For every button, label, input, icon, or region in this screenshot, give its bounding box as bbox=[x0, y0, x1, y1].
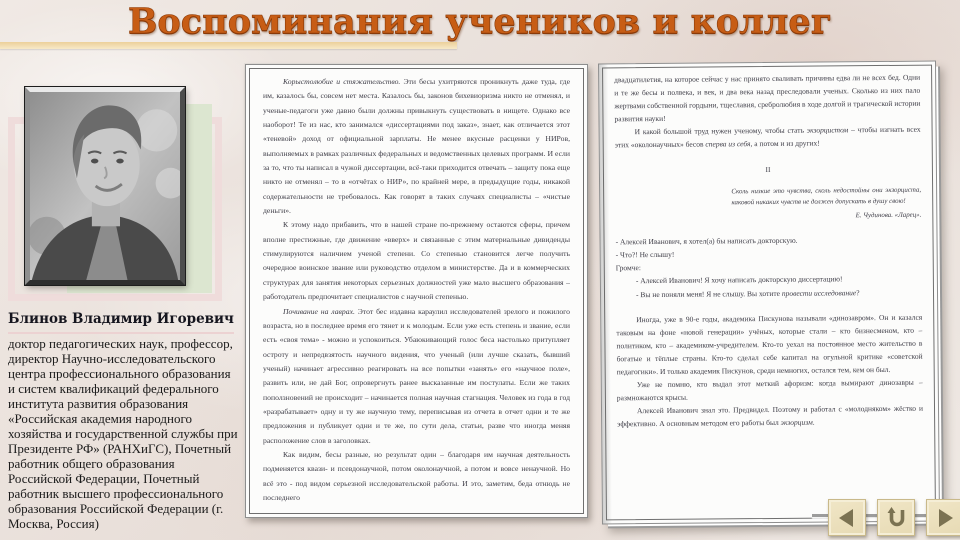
page-paragraph: Уже не помню, кто выдал этот меткий афоризм: когда вымирают динозавры – размножаются крысы. bbox=[616, 377, 923, 403]
forward-arrow-icon bbox=[933, 506, 957, 530]
nav-return-button[interactable] bbox=[877, 499, 915, 536]
dialogue-line: Громче: bbox=[615, 263, 641, 273]
slide-title: Воспоминания учеников и коллег bbox=[127, 1, 833, 42]
speaker-photo bbox=[25, 87, 185, 285]
memoir-page-right bbox=[598, 61, 940, 525]
dialogue-line: - Алексей Иванович! Я хочу написать докторскую диссертацию! bbox=[635, 274, 843, 286]
speaker-name: Блинов Владимир Игоревич bbox=[8, 311, 234, 334]
epigraph-quote: Сколь низкие это чувства, сколь недостойны они экзорциста, каковой никаких чувств не должен допускать в душу свою! Е. Чудинова. «Ларец». bbox=[731, 184, 921, 222]
paragraph-lead: Почивание на лаврах. bbox=[283, 306, 355, 316]
nav-back-button[interactable] bbox=[828, 499, 866, 536]
nav-forward-button[interactable] bbox=[926, 499, 960, 536]
page-paragraph: И какой большой труд нужен ученому, чтобы стать экзорцистом – чтобы изгнать всех этих «околонаучных» бесов сперва из себя, а потом и из других! bbox=[614, 125, 921, 150]
back-arrow-icon bbox=[835, 506, 859, 530]
page-paragraph: двадцатилетия, на которое сейчас у нас принято сваливать причины едва ли не всех бед. Одни и те же бесы и полвека, и век, и два века назад преследовали ученых. Сколько из них пало жертвами собственной гордыни, тщеславия, сребролюбия в ходе долгой и трагической истории развития науки! bbox=[614, 72, 921, 124]
slide-navigation bbox=[828, 499, 960, 536]
memoir-page-left-text bbox=[263, 75, 570, 507]
page-paragraph: Почивание на лаврах. Этот бес издавна караулил исследователей зрелого и пожилого возраста, но в последнее время его тянет и к молодым. Если уже есть степень и звание, если есть «своя тема» - можно и успокоиться. Убаюкивающий голос беса настолько притупляет остроту и непредвзятость научного видения, что ученый (или лучше сказать, бывший ученый) начинает агрессивно реагировать на все попытки «занять» его «научное поле», развить или, не дай Бог, опровергнуть ранее высказанные им постулаты. Если же таких поползновений не происходит – начинается полная научная стагнация. Человек из года в год «разрабатывает» одну и ту же научную тему, переписывая из отчета в отчет одни и те же предложения и публикует одни и те же, по сути дела, статьи, разве что иногда меняя расположение слов в заголовках. bbox=[263, 306, 570, 445]
memoir-page-right-text bbox=[614, 71, 924, 515]
dialogue-line: - Что?! Не слышу! bbox=[615, 250, 675, 260]
dialogue-line: - Алексей Иванович, я хотел(а) бы написать докторскую. bbox=[615, 235, 798, 247]
page-paragraph: Алексей Иванович знал это. Предвидел. Поэтому и работал с «молодняком» жёстко и эффективно. А основным методом его работы был экзорцизм. bbox=[617, 403, 924, 429]
memoir-page-left bbox=[245, 64, 588, 518]
quote-attribution: Е. Чудинова. «Ларец». bbox=[855, 211, 922, 219]
page-paragraph: Корыстолюбие и стяжательство. Эти бесы ухитряются проникнуть даже туда, где им, казалось бы, совсем нет места. Казалось бы, законов бихевиоризма никто не отменял, и ученые-педагоги уже давно были должны привыкнуть существовать в нищете. Однако все наоборот! Те из нас, кто занимался «диссертациями под заказ», знает, как отличается этот «теневой» доход от официальной зарплаты. Не менее вкусные расценки у НИРов, выполняемых в рамках различных федеральных и ведомственных целевых программ. И если за то, что ты написал в чужой диссертации, всё-таки приходится отвечать – защиту пока еще никто не отменял – то в «отчётах о НИР», по крайней мере, в предыдущие годы, никакой содержательности не требовалось. Как говорят в таких случаях специалисты – «чистые деньги». bbox=[263, 77, 570, 216]
speaker-bio: доктор педагогических наук, профессор, директор Научно-исследовательского центра профессионального образования и систем квалификаций федерального института развития образования «Российская академия народного хозяйства и государственной службы при Президенте РФ» (РАНХиГС), Почетный работник общего образования Российской Федерации, Почетный работник высшего профессионального образования Российской Федерации (г. Москва, Россия) bbox=[8, 336, 238, 531]
return-u-turn-icon bbox=[884, 506, 908, 530]
dialogue-line: - Вы не поняли меня! Я не слышу. Вы хотите провести исследование? bbox=[635, 287, 860, 299]
section-number: II bbox=[765, 164, 771, 174]
page-paragraph: К этому надо прибавить, что в нашей стране по-прежнему остаются сферы, причем вполне престижные, где движение «вверх» и связанные с этим материальные дивиденды стимулируются наличием ученой степени. Со степенью становится легче получить очередное воинское звание или руководство отделом в министерстве. Да и в коммерческих структурах для занятия некоторых серьезных должностей уже мало высшего образования – работодатель предпочитает специалистов с научной степенью. bbox=[263, 220, 570, 302]
page-paragraph: Иногда, уже в 90-е годы, академика Пискунова называли «динозавром». Он и казался таковым на фоне «новой генерации» учёных, которые стали – кто бизнесменом, кто – политиком, кто – академиком-учредителем. Кто-то уехал на постоянное место жительство в богатые и тёплые страны. Кто-то сделал себе капитал на огульной критике «советской педагогики». И только академик Пискунов, среди немногих, остался тем, кем он был. bbox=[616, 312, 923, 377]
paragraph-lead: Корыстолюбие и стяжательство. bbox=[283, 77, 401, 86]
title-underline bbox=[0, 42, 457, 49]
page-paragraph: Как видим, бесы разные, но результат один – благодаря им научная деятельность подменяется квази- и псевдонаучной, потом околонаучной, а потом и вовсе ненаучной. Но всё это - под видом серьезной исследовательской работы. И это, заметим, беда отнюдь не последнего bbox=[263, 449, 570, 502]
portrait-image bbox=[30, 92, 180, 280]
